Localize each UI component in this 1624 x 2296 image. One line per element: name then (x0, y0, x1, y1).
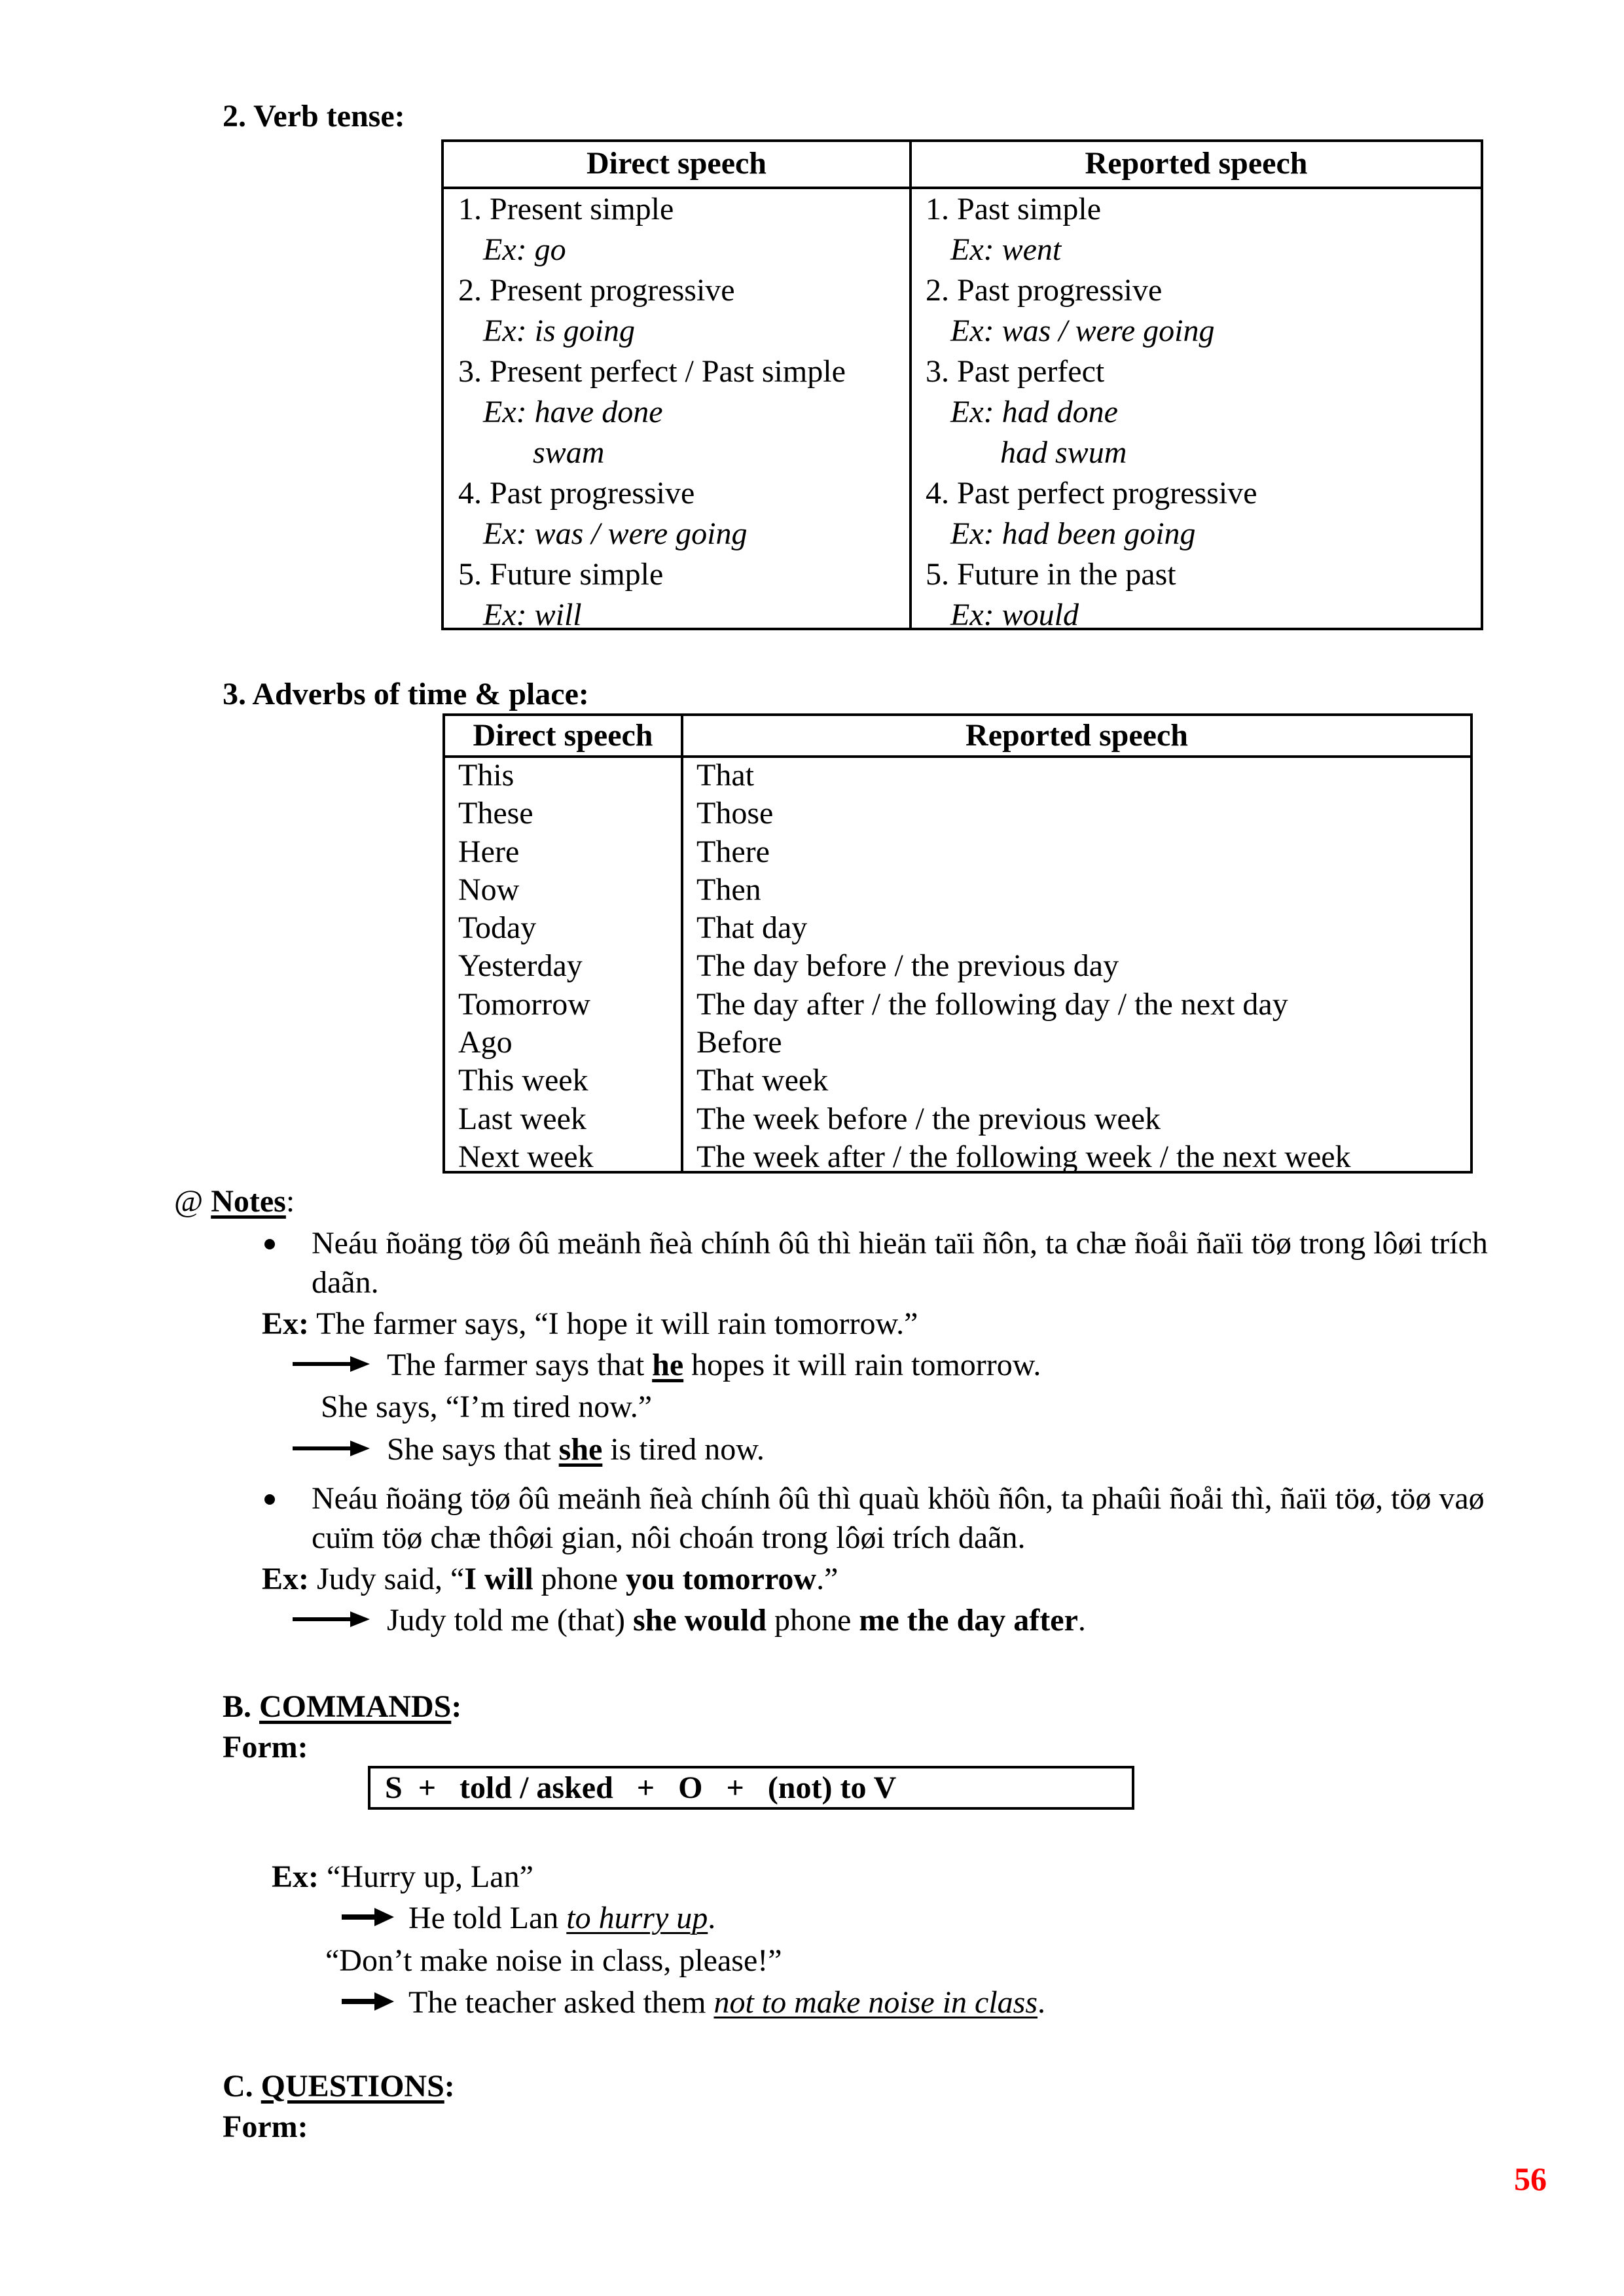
table-cell: Ago (458, 1025, 513, 1060)
ex-text: phone (767, 1603, 859, 1638)
ex-keyword: she (558, 1432, 603, 1467)
ex-text: The farmer says that (387, 1348, 653, 1382)
section-letter: B. (223, 1689, 260, 1724)
notes-heading (174, 1183, 295, 1219)
table-cell: Next week (458, 1139, 594, 1174)
table-cell: Tomorrow (458, 986, 590, 1022)
header-reported-speech: Reported speech (965, 718, 1188, 753)
ex-text: . (708, 1901, 716, 1935)
ex-text: hopes it will rain tomorrow. (683, 1348, 1041, 1382)
table-cell-line: Ex: had been going (950, 516, 1196, 551)
table-cell: Before (696, 1025, 782, 1060)
ex-keyword: to hurry up (566, 1901, 708, 1935)
ex-keyword: not to make noise in class (713, 1985, 1038, 2020)
note-1-line-1: Neáu ñoäng töø ôû meänh ñeà chính ôû thì hieän taïi ñôn, ta chæ ñoåi ñaïi töø trong lôøi trích (312, 1226, 1488, 1261)
table-cell: That day (696, 910, 808, 946)
table-cell: The day after / the following day / the next day (696, 986, 1288, 1022)
reported-speech-column (696, 757, 1351, 1176)
adverbs-heading: 3. Adverbs of time & place: (223, 677, 589, 711)
right-arrow-icon (293, 1356, 370, 1372)
commands-formula-box: S + told / asked + O + (not) to V (368, 1766, 1134, 1810)
table-cell-line: Ex: is going (483, 314, 635, 348)
page-number: 56 (1514, 2161, 1547, 2197)
heading-colon: : (444, 2069, 455, 2104)
verb-tense-heading: 2. Verb tense: (223, 99, 405, 134)
ex-label: Ex: (262, 1562, 309, 1596)
ex-text: He told Lan (408, 1901, 567, 1935)
ex-text: . (1077, 1603, 1086, 1638)
column-divider (909, 142, 912, 628)
direct-speech-column (458, 189, 846, 636)
ex-label: Ex: (262, 1306, 309, 1341)
table-cell: That (696, 758, 754, 793)
command-example-1-reported (342, 1900, 715, 1936)
table-cell-line: Ex: had done (950, 395, 1118, 429)
notes-at-symbol: @ (174, 1184, 211, 1219)
ex-text: phone (533, 1562, 626, 1596)
note-2-line-1: Neáu ñoäng töø ôû meänh ñeà chính ôû thì quaù khöù ñôn, ta phaûi ñoåi thì, ñaïi töø, töø vaø (312, 1481, 1485, 1516)
table-cell-line: 1. Past simple (926, 192, 1102, 226)
example-1-direct (262, 1306, 918, 1342)
header-direct-speech: Direct speech (473, 718, 653, 753)
example-2-direct: She says, “I’m tired now.” (321, 1390, 653, 1424)
table-cell: Today (458, 910, 537, 946)
table-cell-line: 4. Past perfect progressive (926, 476, 1257, 511)
reported-speech-column (926, 189, 1257, 636)
command-example-2-direct: “Don’t make noise in class, please!” (325, 1943, 782, 1978)
table-cell-line: had swum (1000, 435, 1127, 470)
ex-text: The farmer says, “I hope it will rain tomorrow.” (309, 1306, 918, 1341)
ex-label: Ex: (272, 1859, 319, 1894)
commands-title: COMMANDS (259, 1689, 452, 1724)
header-direct-speech: Direct speech (586, 146, 767, 181)
notes-title: Notes (211, 1184, 286, 1219)
table-cell: This (458, 758, 514, 793)
table-cell-line: 5. Future simple (458, 557, 664, 592)
header-reported-speech: Reported speech (1085, 146, 1308, 181)
table-cell: Then (696, 872, 761, 907)
table-cell: The day before / the previous day (696, 948, 1119, 984)
direct-speech-column (458, 757, 594, 1176)
table-cell-line: Ex: will (483, 598, 582, 632)
verb-tense-table (441, 139, 1483, 630)
table-cell: The week after / the following week / the next week (696, 1139, 1351, 1174)
commands-form-label: Form: (223, 1730, 308, 1765)
table-cell-line: Ex: have done (483, 395, 663, 429)
table-cell-line: Ex: was / were going (483, 516, 748, 551)
column-divider (681, 716, 683, 1171)
bullet-icon (264, 1239, 275, 1249)
ex-keyword: I will (464, 1562, 533, 1596)
adverbs-table (442, 713, 1473, 1174)
table-cell-line: 1. Present simple (458, 192, 674, 226)
ex-text: is tired now. (602, 1432, 765, 1467)
table-cell-line: Ex: would (950, 598, 1079, 632)
command-example-1-direct (272, 1859, 533, 1895)
table-cell-line: Ex: go (483, 232, 566, 267)
table-cell-line: 2. Present progressive (458, 273, 735, 308)
example-2-reported (293, 1431, 765, 1467)
commands-heading (223, 1689, 461, 1725)
right-arrow-icon (293, 1441, 370, 1456)
table-cell-line: Ex: was / were going (950, 314, 1215, 348)
ex-text: She says that (387, 1432, 559, 1467)
example-3-reported (293, 1602, 1086, 1638)
table-cell: Now (458, 872, 520, 907)
heading-colon: : (451, 1689, 462, 1724)
ex-keyword: she would (632, 1603, 767, 1638)
table-cell: There (696, 834, 770, 869)
questions-title: QUESTIONS (261, 2069, 444, 2104)
table-cell: Here (458, 834, 520, 869)
table-cell: Those (696, 796, 774, 831)
table-cell: These (458, 796, 533, 831)
table-cell-line: 4. Past progressive (458, 476, 695, 511)
table-cell-line: 3. Past perfect (926, 354, 1105, 389)
ex-keyword: you tomorrow (625, 1562, 817, 1596)
ex-keyword: me the day after (859, 1603, 1078, 1638)
ex-keyword: he (652, 1348, 684, 1382)
table-cell: Yesterday (458, 948, 583, 984)
right-arrow-icon (342, 1908, 394, 1926)
right-arrow-icon (342, 1992, 394, 2011)
ex-text: .” (816, 1562, 839, 1596)
ex-text: The teacher asked them (408, 1985, 714, 2020)
section-letter: C. (223, 2069, 261, 2104)
example-1-reported (293, 1347, 1041, 1383)
table-cell-line: 5. Future in the past (926, 557, 1176, 592)
ex-text: “Hurry up, Lan” (319, 1859, 533, 1894)
right-arrow-icon (293, 1611, 370, 1627)
ex-text: . (1038, 1985, 1046, 2020)
table-cell: That week (696, 1063, 829, 1098)
table-cell: This week (458, 1063, 588, 1098)
note-1-line-2: daãn. (312, 1265, 379, 1300)
ex-text: Judy told me (that) (387, 1603, 633, 1638)
questions-form-label: Form: (223, 2109, 308, 2144)
table-cell: The week before / the previous week (696, 1101, 1161, 1136)
command-example-2-reported (342, 1984, 1045, 2020)
note-2-line-2: cuïm töø chæ thôøi gian, nôi choán trong lôøi trích daãn. (312, 1520, 1026, 1555)
table-cell-line: 2. Past progressive (926, 273, 1163, 308)
table-cell-line: Ex: went (950, 232, 1062, 267)
table-cell-line: swam (533, 435, 605, 470)
ex-text: Judy said, “ (309, 1562, 465, 1596)
questions-heading (223, 2068, 455, 2104)
bullet-icon (264, 1494, 275, 1505)
example-3-direct (262, 1561, 838, 1597)
table-cell-line: 3. Present perfect / Past simple (458, 354, 846, 389)
table-cell: Last week (458, 1101, 586, 1136)
notes-colon: : (285, 1184, 295, 1219)
